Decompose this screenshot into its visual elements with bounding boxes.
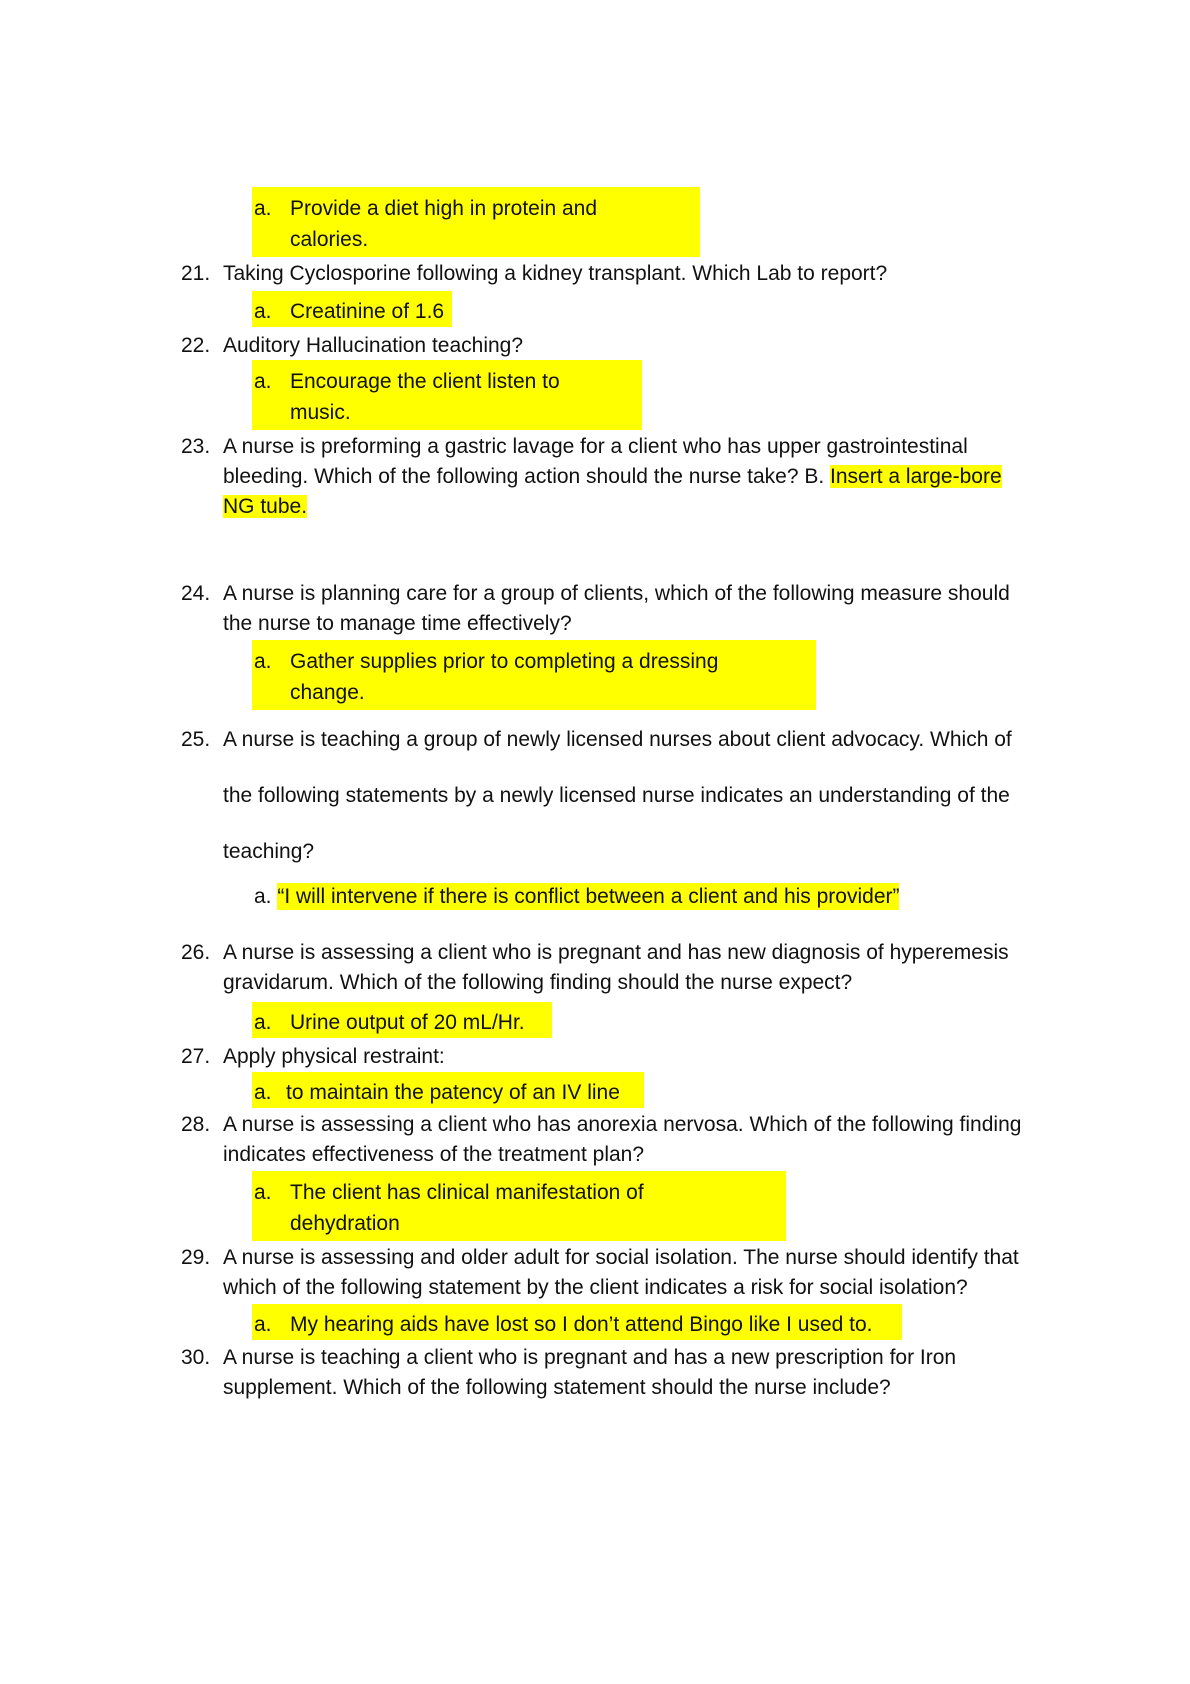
- answer-line: The client has clinical manifestation of: [290, 1181, 644, 1204]
- answer-text: Creatinine of 1.6: [290, 300, 445, 323]
- question-number: 30.: [181, 1346, 211, 1369]
- answer-line: change.: [290, 681, 365, 704]
- question-text: Taking Cyclosporine following a kidney transplant. Which Lab to report?: [223, 262, 888, 285]
- answer-line: music.: [290, 401, 351, 424]
- answer-line: Encourage the client listen to: [290, 370, 560, 393]
- answer-text: to maintain the patency of an IV line: [286, 1081, 620, 1104]
- question-line: [223, 492, 1061, 522]
- question-text: Auditory Hallucination teaching?: [223, 334, 524, 357]
- answer-line: dehydration: [290, 1212, 400, 1235]
- answer-text: My hearing aids have lost so I don’t attend Bingo like I used to.: [290, 1313, 873, 1336]
- question-line: [223, 462, 1061, 492]
- answer-letter: a.: [254, 1313, 272, 1336]
- question-text: [223, 1110, 1061, 1170]
- answer-letter: a.: [254, 1081, 272, 1104]
- answer-text: Urine output of 20 mL/Hr.: [290, 1011, 525, 1034]
- question-line: A nurse is assessing and older adult for social isolation. The nurse should identify that: [223, 1246, 1019, 1269]
- question-line: A nurse is assessing a client who has anorexia nervosa. Which of the following finding: [223, 1113, 1022, 1136]
- question-line: A nurse is teaching a client who is pregnant and has a new prescription for Iron: [223, 1346, 957, 1369]
- question-number: 27.: [181, 1045, 211, 1068]
- question-line: gravidarum. Which of the following finding should the nurse expect?: [223, 971, 853, 994]
- question-text: [223, 432, 1061, 522]
- answer-line: Provide a diet high in protein and: [290, 197, 598, 220]
- answer-letter: a.: [254, 1011, 272, 1034]
- question-line: indicates effectiveness of the treatment plan?: [223, 1143, 645, 1166]
- question-line: A nurse is teaching a group of newly licensed nurses about client advocacy. Which of: [223, 728, 1012, 751]
- question-line-text: bleeding. Which of the following action should the nurse take? B.: [223, 465, 831, 488]
- question-text: [223, 579, 1061, 639]
- question-line: the nurse to manage time effectively?: [223, 612, 572, 635]
- question-number: 21.: [181, 262, 211, 285]
- question-number: 29.: [181, 1246, 211, 1269]
- question-text: [223, 1243, 1061, 1303]
- question-line: teaching?: [223, 840, 315, 863]
- answer-highlight-text: Insert a large-bore: [830, 465, 1002, 488]
- answer-text: [290, 646, 718, 708]
- answer-letter: a.: [254, 300, 272, 323]
- answer-line: calories.: [290, 228, 369, 251]
- question-text: [223, 712, 1061, 880]
- answer-text: “I will intervene if there is conflict between a client and his provider”: [277, 885, 900, 908]
- answer-line: Gather supplies prior to completing a dressing: [290, 650, 719, 673]
- question-number: 23.: [181, 435, 211, 458]
- answer-text: [290, 366, 560, 428]
- answer-letter: a.: [254, 1181, 272, 1204]
- question-line: which of the following statement by the client indicates a risk for social isolation?: [223, 1276, 968, 1299]
- question-text: Apply physical restraint:: [223, 1045, 445, 1068]
- answer-25: [254, 881, 974, 912]
- answer-text: [290, 1177, 644, 1239]
- question-line: the following statements by a newly licensed nurse indicates an understanding of the: [223, 784, 1010, 807]
- question-number: 28.: [181, 1113, 211, 1136]
- question-number: 22.: [181, 334, 211, 357]
- question-text: [223, 1343, 1061, 1403]
- answer-letter: a.: [254, 370, 272, 393]
- question-line: A nurse is assessing a client who is pregnant and has new diagnosis of hyperemesis: [223, 941, 1009, 964]
- question-text: [223, 938, 1061, 998]
- answer-highlight-text: NG tube.: [223, 495, 308, 518]
- question-line: A nurse is planning care for a group of clients, which of the following measure should: [223, 582, 1010, 605]
- question-line: supplement. Which of the following statement should the nurse include?: [223, 1376, 891, 1399]
- question-line: A nurse is preforming a gastric lavage for a client who has upper gastrointestinal: [223, 435, 968, 458]
- question-number: 26.: [181, 941, 211, 964]
- answer-letter: a.: [254, 650, 272, 673]
- answer-text: [290, 193, 597, 255]
- answer-letter: a.: [254, 885, 278, 908]
- answer-letter: a.: [254, 197, 272, 220]
- question-number: 25.: [181, 728, 211, 751]
- question-number: 24.: [181, 582, 211, 605]
